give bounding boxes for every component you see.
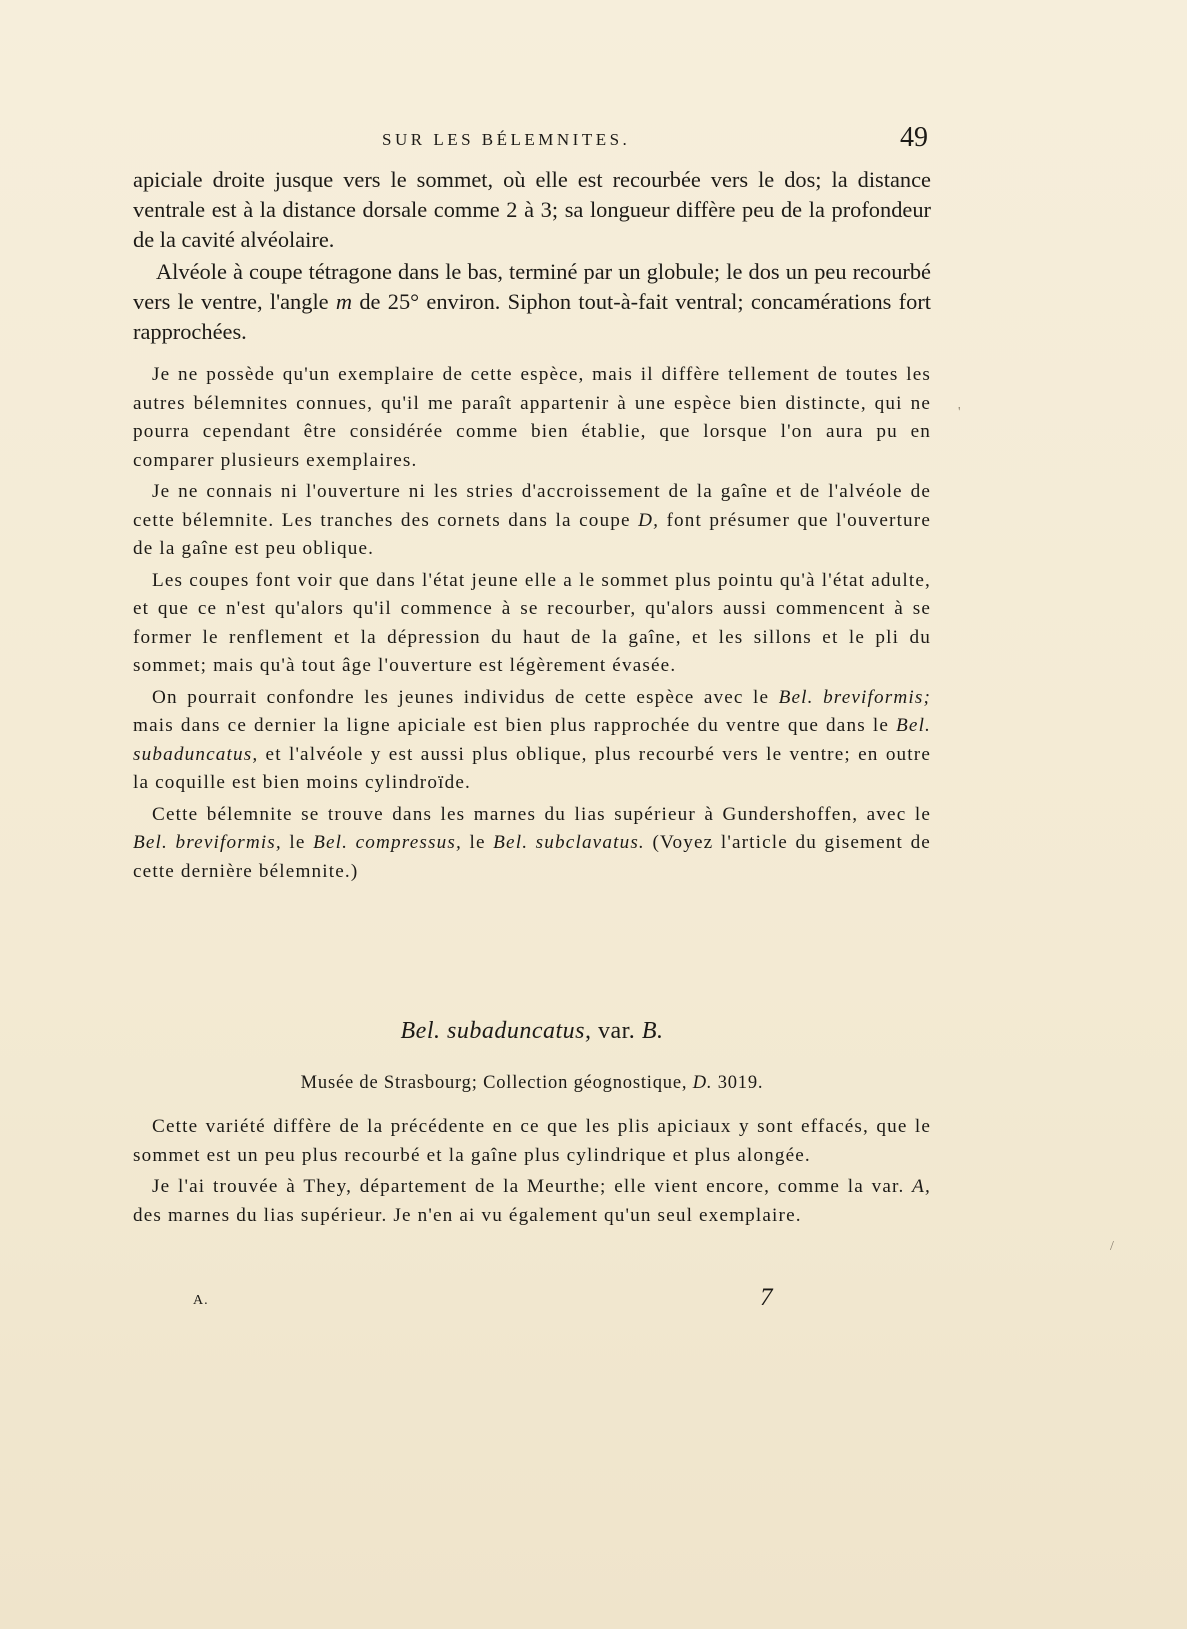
commentary-block bbox=[133, 361, 931, 889]
variety-paragraph-1: Cette variété diffère de la précédente en ce que les plis apiciaux y sont effacés, que le sommet est un peu plus recourbé et la gaîne plus cylindrique et plus alongée. bbox=[133, 1116, 931, 1166]
page-number: 49 bbox=[900, 122, 928, 153]
running-head bbox=[130, 122, 930, 156]
commentary-paragraph-4: On pourrait confondre les jeunes individus de cette espèce avec le Bel. breviformis; mais dans ce dernier la ligne apiciale est bien plus rapprochée du ventre que dans le Bel. subaduncatus, et l'alvéole y est aussi plus oblique, plus recourbé vers le ventre; en outre la coquille est bien moins cylindroïde. bbox=[133, 686, 932, 793]
section-heading: Bel. subaduncatus, var. B. bbox=[400, 1018, 664, 1044]
variety-block bbox=[133, 1113, 931, 1233]
stray-mark: / bbox=[1110, 1239, 1114, 1254]
commentary-paragraph-2: Je ne connais ni l'ouverture ni les stries d'accroissement de la gaîne et de l'alvéole de cette bélemnite. Les tranches des cornets dans la coupe D, font présumer que l'ouverture de la gaîne est peu oblique. bbox=[133, 481, 931, 559]
description-paragraph-1: apiciale droite jusque vers le sommet, où elle est recourbée vers le dos; la distance ventrale est à la distance dorsale comme 2 à 3; sa longueur diffère peu de la profondeur de la cavité alvéolaire. bbox=[133, 167, 931, 252]
description-paragraph-2: Alvéole à coupe tétragone dans le bas, terminé par un globule; le dos un peu recourbé vers le ventre, l'angle m de 25° environ. Siphon tout-à-fait ventral; concamérations fort rapprochées. bbox=[133, 259, 931, 344]
commentary-paragraph-3: Les coupes font voir que dans l'état jeune elle a le sommet plus pointu qu'à l'état adulte, et que ce n'est qu'alors qu'il commence à se recourber, qu'alors aussi commencent à se former le renflement et la dépression du haut de la gaîne, et les sillons et le pli du sommet; mais qu'à tout âge l'ouverture est légèrement évasée. bbox=[133, 569, 931, 676]
signature-mark: A. bbox=[193, 1293, 209, 1308]
museum-reference: Musée de Strasbourg; Collection géognostique, D. 3019. bbox=[300, 1073, 764, 1093]
variety-paragraph-2: Je l'ai trouvée à They, département de la Meurthe; elle vient encore, comme la var. A, des marnes du lias supérieur. Je n'en ai vu également qu'un seul exemplaire. bbox=[133, 1176, 931, 1226]
description-block bbox=[133, 165, 931, 347]
commentary-paragraph-1: Je ne possède qu'un exemplaire de cette espèce, mais il diffère tellement de toutes les autres bélemnites connues, qu'il me paraît appartenir à une espèce bien distincte, qui ne pourra cependant être considérée comme bien établie, que lorsque l'on aura pu en comparer plusieurs exemplaires. bbox=[133, 364, 931, 471]
commentary-paragraph-5: Cette bélemnite se trouve dans les marnes du lias supérieur à Gundershoffen, avec le Bel. breviformis, le Bel. compressus, le Bel. subclavatus. (Voyez l'article du gisement de cette dernière bélemnite.) bbox=[133, 803, 931, 882]
stray-mark: ' bbox=[958, 405, 961, 420]
gathering-number: 7 bbox=[760, 1284, 773, 1311]
running-title: SUR LES BÉLEMNITES. bbox=[382, 130, 631, 149]
